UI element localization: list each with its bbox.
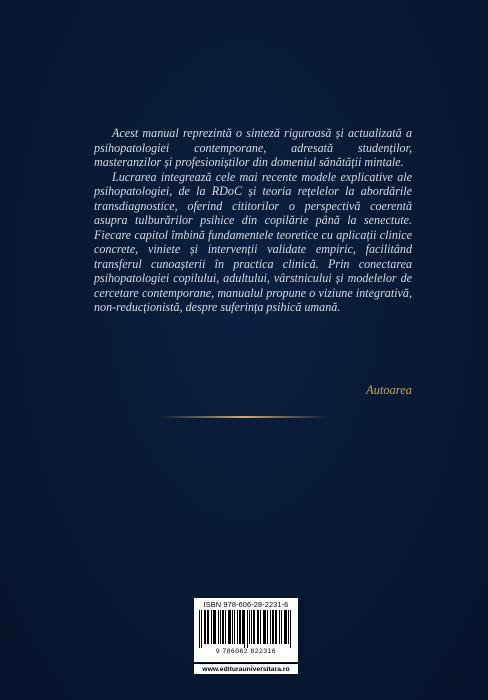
barcode-bar xyxy=(253,610,254,644)
barcode-bar xyxy=(247,610,248,648)
barcode-bar xyxy=(239,610,240,644)
barcode-bar xyxy=(288,610,289,644)
barcode-bar xyxy=(263,610,264,644)
barcode-bar xyxy=(199,610,200,648)
barcode-bar xyxy=(237,610,238,644)
barcode-digits: 9 786062 822316 xyxy=(215,648,277,655)
barcode-bar xyxy=(240,610,241,644)
barcode-bar xyxy=(207,610,208,644)
barcode-bar xyxy=(242,610,243,644)
barcode-bar xyxy=(257,610,258,644)
barcode-bar xyxy=(272,610,273,644)
barcode-bar xyxy=(213,610,214,644)
description-paragraph-2: Lucrarea integrează cele mai recente modele explicative ale psihopatologiei, de la RDoC și teoria rețelelor la abordările transdiagnostice, oferind cititorilor o perspectivă coerentă asupra tulburărilor psihice din copilărie până la senectute. Fiecare capitol îmbină fundamentele teoretice cu aplicații clinice concrete, viniete și intervenții validate empiric, facilitând transferul cunoașterii în practica clinică. Prin conectarea psihopatologiei copilului, adultului, vârstnicului și modelelor de cercetare contemporane, manualul propune o viziune integrativă, non-reducționistă, despre suferința psihică umană. xyxy=(94,169,412,314)
barcode-bar xyxy=(225,610,226,644)
barcode-bar xyxy=(223,610,224,644)
barcode-bar xyxy=(204,610,205,644)
isbn-label: ISBN 978-606-28-2231-6 xyxy=(203,600,289,609)
barcode-bar xyxy=(258,610,259,644)
barcode-bar xyxy=(205,610,206,644)
barcode-bar xyxy=(208,610,209,644)
barcode-bar xyxy=(211,610,212,644)
barcode-bar xyxy=(244,610,245,648)
barcode-bar xyxy=(264,610,265,644)
gold-divider xyxy=(160,416,328,418)
isbn-barcode xyxy=(194,598,298,662)
barcode-bar xyxy=(273,610,274,644)
barcode-bar xyxy=(234,610,235,644)
barcode-bar xyxy=(279,610,280,644)
barcode-bar xyxy=(220,610,221,644)
barcode-bar xyxy=(267,610,268,644)
barcode-bar xyxy=(218,610,219,644)
barcode-bar xyxy=(232,610,233,644)
barcode-bar xyxy=(201,610,202,648)
barcode-bar xyxy=(222,610,223,644)
barcode-bar xyxy=(270,610,271,644)
barcode-bar xyxy=(215,610,216,644)
barcode-bar xyxy=(284,610,285,644)
barcode-bar xyxy=(260,610,261,644)
barcode-bar xyxy=(230,610,231,644)
barcode-bar xyxy=(275,610,276,644)
barcode-bar xyxy=(276,610,277,644)
barcode-bar xyxy=(254,610,255,644)
description-paragraph-1: Acest manual reprezintă o sinteză riguroasă și actualizată a psihopatologiei contemporane, adresată studenților, masteranzilor și profesioniștilor din domeniul sănătății mintale. xyxy=(94,126,412,169)
description-text xyxy=(94,126,412,315)
barcode-bar xyxy=(249,610,250,644)
barcode-bar xyxy=(281,610,282,644)
barcode-bar xyxy=(243,610,244,644)
barcode-bar xyxy=(285,610,286,644)
publisher-url: www.editurauniversitara.ro xyxy=(194,663,298,674)
barcode-bar xyxy=(251,610,252,644)
barcode-bar xyxy=(265,610,266,644)
barcode-bar xyxy=(286,610,287,644)
barcode-bar xyxy=(229,610,230,644)
barcode-bar xyxy=(214,610,215,644)
barcode-bar xyxy=(290,610,291,648)
barcode-bar xyxy=(228,610,229,644)
barcode-bars xyxy=(199,610,293,648)
author-signature: Autoarea xyxy=(365,383,412,397)
